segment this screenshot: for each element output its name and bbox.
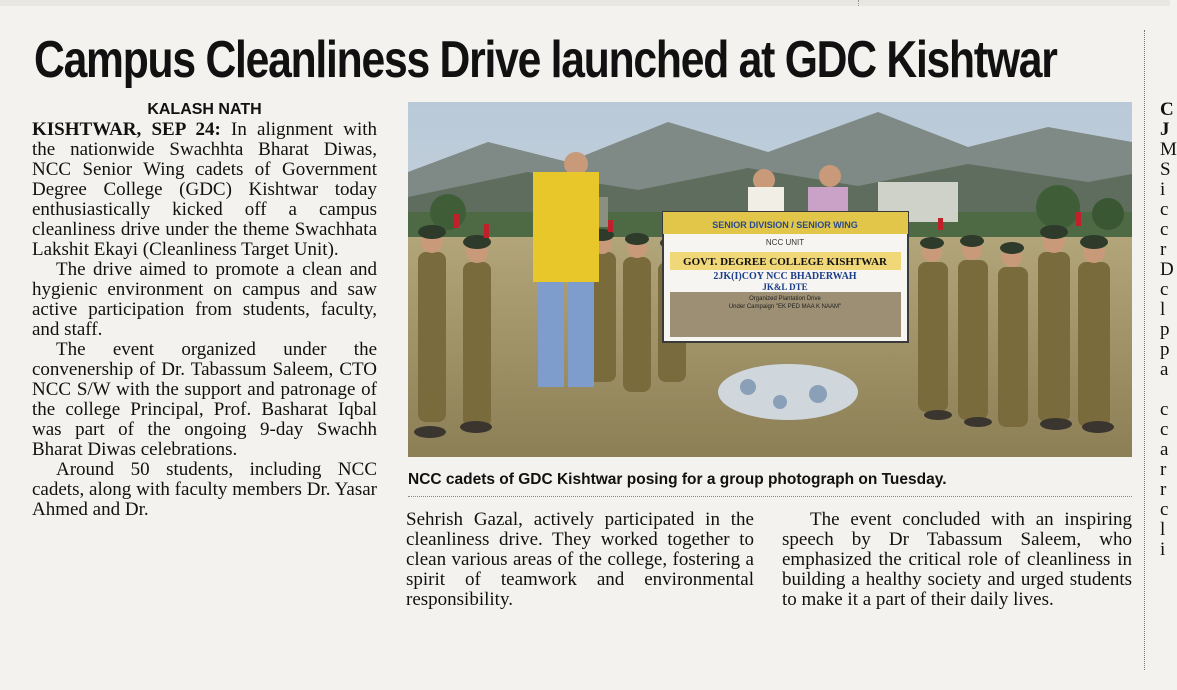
group-photo — [408, 102, 1132, 457]
next-col-letter: r — [1160, 239, 1167, 260]
next-col-letter: c — [1160, 199, 1169, 220]
paragraph-5: Sehrish Gazal, actively participated in the cleanliness drive. They worked together to clean various areas of the college, fostering a spirit of teamwork and environmental responsibility. — [406, 509, 754, 610]
headline: Campus Cleanliness Drive launched at GDC Kishtwar — [34, 31, 1057, 89]
next-col-letter: c — [1160, 279, 1169, 300]
next-col-letter: i — [1160, 179, 1166, 200]
banner-line-4: 2JK(I)COY NCC BHADERWAH — [713, 271, 857, 282]
banner-line-1: SENIOR DIVISION / SENIOR WING — [712, 220, 858, 230]
next-col-letter: c — [1160, 419, 1169, 440]
next-col-letter: c — [1160, 499, 1169, 520]
next-col-letter: M — [1160, 139, 1177, 160]
banner-line-2: NCC UNIT — [765, 238, 805, 247]
banner-line-3: GOVT. DEGREE COLLEGE KISHTWAR — [683, 256, 887, 268]
photo-illustration — [408, 102, 1132, 457]
caption-rule — [408, 496, 1132, 497]
article-column-3 — [782, 510, 1132, 610]
next-article-column — [1160, 99, 1177, 560]
next-col-letter: c — [1160, 219, 1169, 240]
paragraph-2: The drive aimed to promote a clean and hygienic environment on campus and saw active participation from students, faculty, and staff. — [32, 259, 377, 340]
byline: KALASH NATH — [147, 101, 262, 118]
next-col-letter: p — [1160, 339, 1170, 360]
next-col-letter: r — [1160, 459, 1167, 480]
photo-caption: NCC cadets of GDC Kishtwar posing for a group photograph on Tuesday. — [408, 471, 947, 488]
dateline: KISHTWAR, SEP 24: — [32, 119, 221, 140]
article-column-2 — [406, 510, 754, 610]
article-column-1 — [32, 100, 377, 520]
next-col-letter: a — [1160, 359, 1169, 380]
column-divider — [1144, 30, 1145, 670]
paragraph-4: Around 50 students, including NCC cadets, along with faculty members Dr. Yasar Ahmed and Dr. — [32, 459, 377, 520]
next-col-letter: S — [1160, 159, 1171, 180]
top-divider — [858, 0, 861, 6]
next-col-letter: c — [1160, 399, 1169, 420]
next-col-letter — [1160, 380, 1172, 400]
paragraph-6: The event concluded with an inspiring speech by Dr Tabassum Saleem, who emphasized the critical role of cleanliness in building a healthy society and urged students to make it a part of their daily lives. — [782, 509, 1132, 610]
banner-line-5: JK&L DTE — [762, 282, 808, 292]
paragraph-3: The event organized under the convenership of Dr. Tabassum Saleem, CTO NCC S/W with the support and patronage of the college Principal, Prof. Basharat Iqbal was part of the ongoing 9-day Swachh Bharat Diwas celebrations. — [32, 339, 377, 460]
banner-line-7: Under Campaign "EK PED MAA K NAAM" — [728, 304, 842, 310]
next-col-letter: l — [1160, 519, 1166, 540]
next-col-letter: D — [1160, 259, 1174, 280]
next-col-letter: i — [1160, 539, 1166, 560]
next-col-letter: r — [1160, 479, 1167, 500]
next-col-letter: p — [1160, 319, 1170, 340]
next-col-letter: a — [1160, 439, 1169, 460]
banner-line-6: Organized Plantation Drive — [749, 296, 821, 302]
paragraph-1: In alignment with the nationwide Swachhta Bharat Diwas, NCC Senior Wing cadets of Government Degree College (GDC) Kishtwar today enthusiastically kicked off a campus cleanliness drive under the theme Swachhata Lakshit Ekayi (Cleanliness Target Unit). — [32, 119, 378, 260]
top-border — [0, 0, 1170, 6]
next-col-letter: J — [1160, 119, 1170, 140]
next-col-letter: l — [1160, 299, 1166, 320]
lead-paragraph — [32, 120, 377, 260]
next-col-letter: C — [1160, 99, 1174, 120]
